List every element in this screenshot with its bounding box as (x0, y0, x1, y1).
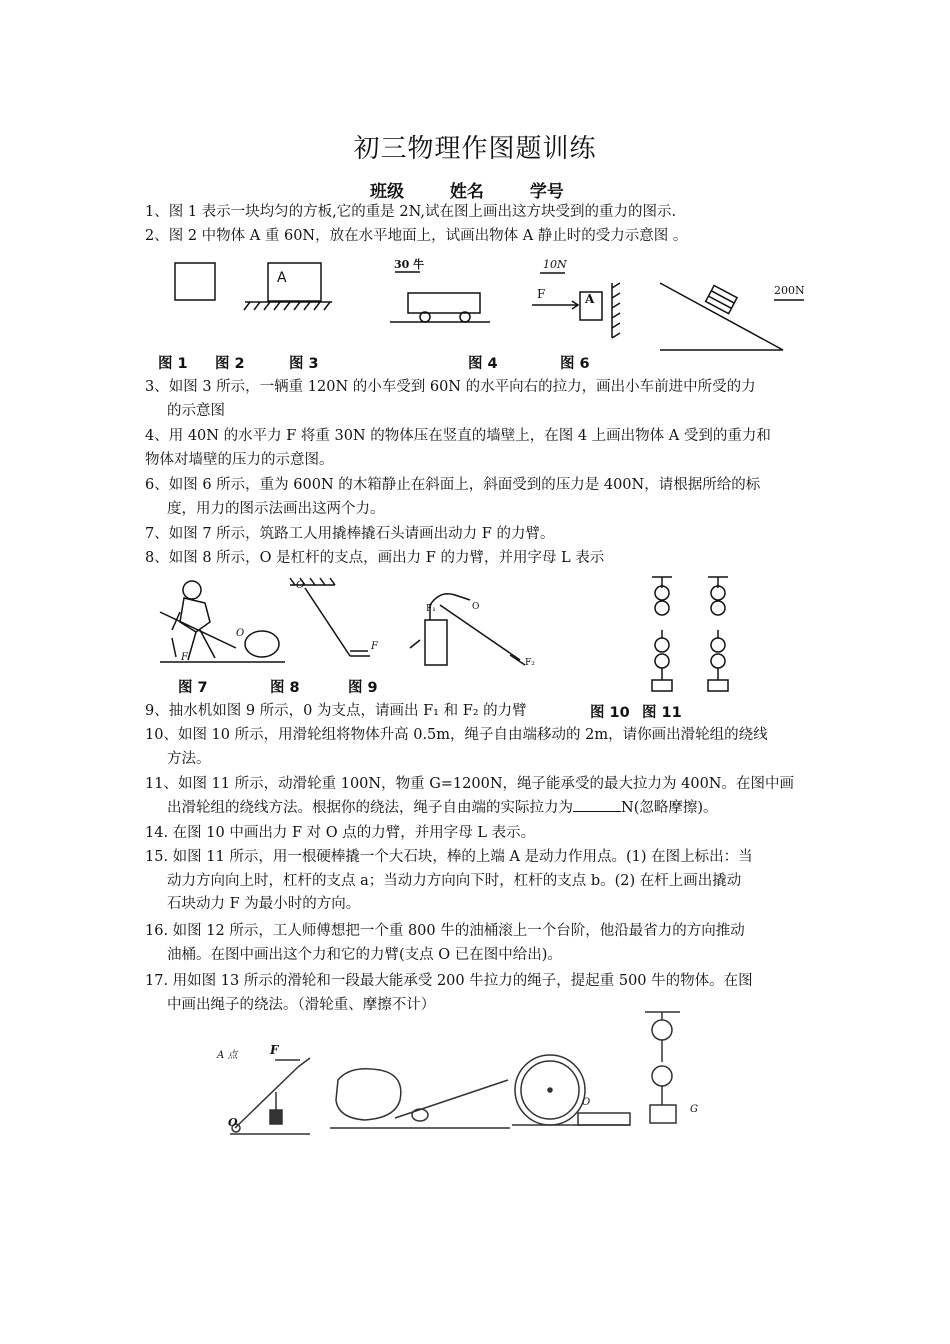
fig9-f2-label: F₂ (525, 658, 535, 668)
caption-fig2: 图 2 (215, 356, 245, 372)
question-11 (145, 773, 810, 820)
bottom-o-label: O (228, 1116, 238, 1129)
question-15-line3: 石块动力 F 为最小时的方向。 (167, 896, 361, 912)
bottom-barrel-figure (512, 1055, 630, 1125)
pulley-g-label: G (690, 1104, 698, 1115)
question-10-line1: 10、如图 10 所示，用滑轮组将物体升高 0.5m，绳子自由端移动的 2m，请你画出滑轮组的绕线 (145, 727, 768, 743)
question-14: 14. 在图 10 中画出力 F 对 O 点的力臂，并用字母 L 表示。 (145, 825, 536, 841)
question-10 (145, 724, 810, 771)
fig9-f1-label: F₁ (426, 604, 436, 614)
fig9-handle (440, 605, 520, 660)
student-info (370, 177, 604, 202)
name-label: 姓名 (449, 182, 484, 202)
question-7: 7、如图 7 所示，筑路工人用撬棒撬石头请画出动力 F 的力臂。 (145, 526, 555, 542)
question-11-line2-end: N(忽略摩擦)。 (621, 799, 718, 816)
fig7-lever (160, 612, 236, 648)
fig7-worker (160, 581, 285, 662)
question-6-line1: 6、如图 6 所示，重为 600N 的木箱静止在斜面上，斜面受到的压力是 400N，请根据所给的标 (145, 477, 761, 493)
barrel-o-label: O (582, 1097, 591, 1108)
fig10-pulley-set (652, 577, 672, 691)
fig1-square (175, 263, 215, 300)
question-3-line1: 3、如图 3 所示，一辆重 120N 的小车受到 60N 的水平向右的拉力，画出小车前进中所受的力 (145, 379, 756, 395)
bottom-a-label: A 点 (217, 1050, 238, 1061)
fig7-pivot-label: O (236, 628, 245, 639)
question-17-line1: 17. 用如图 13 所示的滑轮和一段最大能承受 200 牛拉力的绳子，提起重 500 牛的物体。在图 (145, 973, 753, 989)
fig11-pulley-set (708, 577, 728, 691)
caption-fig7: 图 7 (178, 680, 208, 696)
fig3-cart (408, 293, 480, 313)
fig6-crate (706, 286, 737, 314)
fig3-wheel (460, 312, 470, 322)
fig2-hatching (244, 302, 330, 310)
question-3-line2: 的示意图 (167, 402, 225, 419)
bottom-pulley-figure (645, 1012, 680, 1123)
fig4-arrowhead (572, 301, 578, 309)
fig7-rock (245, 631, 279, 657)
question-15 (145, 846, 810, 917)
fig4-force-label: F (537, 287, 546, 301)
caption-fig3: 图 3 (289, 356, 319, 372)
question-17-line2: 中画出绳子的绕法。（滑轮重、摩擦不计） (167, 996, 436, 1013)
fig7-force-label: F (181, 652, 188, 663)
question-11-line1: 11、如图 11 所示，动滑轮重 100N，物重 G=1200N，绳子能承受的最大拉力为 400N。在图中画 (145, 776, 794, 792)
question-6 (145, 474, 810, 521)
question-9: 9、抽水机如图 9 所示，0 为支点，请画出 F₁ 和 F₂ 的力臂 (145, 703, 527, 719)
question-16-line1: 16. 如图 12 所示，工人师傅想把一个重 800 牛的油桶滚上一个台阶，他沿最省力的方向推动 (145, 923, 745, 939)
question-4-line2: 物体对墙壁的压力的示意图。 (145, 451, 334, 468)
caption-fig1: 图 1 (158, 356, 188, 372)
fig8-lever (305, 588, 350, 656)
question-4 (145, 425, 810, 472)
fig9-f2-arrow (510, 655, 525, 665)
fig8-pivot-label: O (296, 580, 305, 591)
caption-fig9: 图 9 (348, 680, 378, 696)
bottom-rock-figure (330, 1069, 510, 1128)
question-15-line1: 15. 如图 11 所示，用一根硬棒撬一个大石块，棒的上端 A 是动力作用点。(1) 在图上标出：当 (145, 849, 753, 865)
fig4-scale-label: 10N (543, 258, 567, 271)
question-1: 1、图 1 表示一块均匀的方板,它的重是 2N,试在图上画出这方块受到的重力的图示. (145, 204, 677, 220)
fig3-scale-label: 30 牛 (394, 258, 425, 271)
bottom-f-label: F (270, 1043, 279, 1057)
fig6-scale-label: 200N (774, 284, 805, 297)
fig4-block-label: A (585, 292, 595, 306)
fig2-block (268, 263, 321, 301)
question-4-line1: 4、用 40N 的水平力 F 将重 30N 的物体压在竖直的墙壁上，在图 4 上画出物体 A 受到的重力和 (145, 428, 771, 444)
id-label: 学号 (529, 182, 564, 202)
fig3-wheel (420, 312, 430, 322)
question-3 (145, 376, 810, 423)
question-6-line2: 度，用力的图示法画出这两个力。 (167, 500, 385, 517)
question-10-line2: 方法。 (167, 750, 211, 767)
question-16-line2: 油桶。在图中画出这个力和它的力臂(支点 O 已在图中给出)。 (167, 946, 562, 963)
caption-fig10: 图 10 (590, 705, 630, 721)
bottom-lever-figure (230, 1058, 310, 1134)
question-2: 2、图 2 中物体 A 重 60N，放在水平地面上，试画出物体 A 静止时的受力示意图 。 (145, 228, 688, 244)
class-label: 班级 (370, 182, 404, 202)
question-11-line2: 出滑轮组的绕线方法。根据你的绕法，绳子自由端的实际拉力为 (167, 799, 573, 816)
question-15-line2: 动力方向向上时，杠杆的支点 a；当动力方向向下时，杠杆的支点 b。(2) 在杆上画出撬动 (167, 872, 742, 889)
fig6-incline (660, 283, 783, 350)
caption-fig11: 图 11 (642, 705, 682, 721)
fig9-o-label: O (472, 602, 480, 612)
fig2-block-label: A (277, 270, 287, 286)
question-17 (145, 970, 810, 1017)
fig7-force (172, 638, 176, 657)
fig8-force-label: F (371, 641, 378, 652)
question-16 (145, 920, 810, 967)
fig4-wall-hatching (612, 283, 620, 338)
question-8: 8、如图 8 所示，O 是杠杆的支点，画出力 F 的力臂，并用字母 L 表示 (145, 550, 605, 566)
caption-fig4: 图 4 (468, 356, 498, 372)
caption-fig8: 图 8 (270, 680, 300, 696)
answer-blank[interactable] (573, 797, 621, 812)
caption-fig6: 图 6 (560, 356, 590, 372)
page-title: 初三物理作图题训练 (353, 134, 597, 164)
